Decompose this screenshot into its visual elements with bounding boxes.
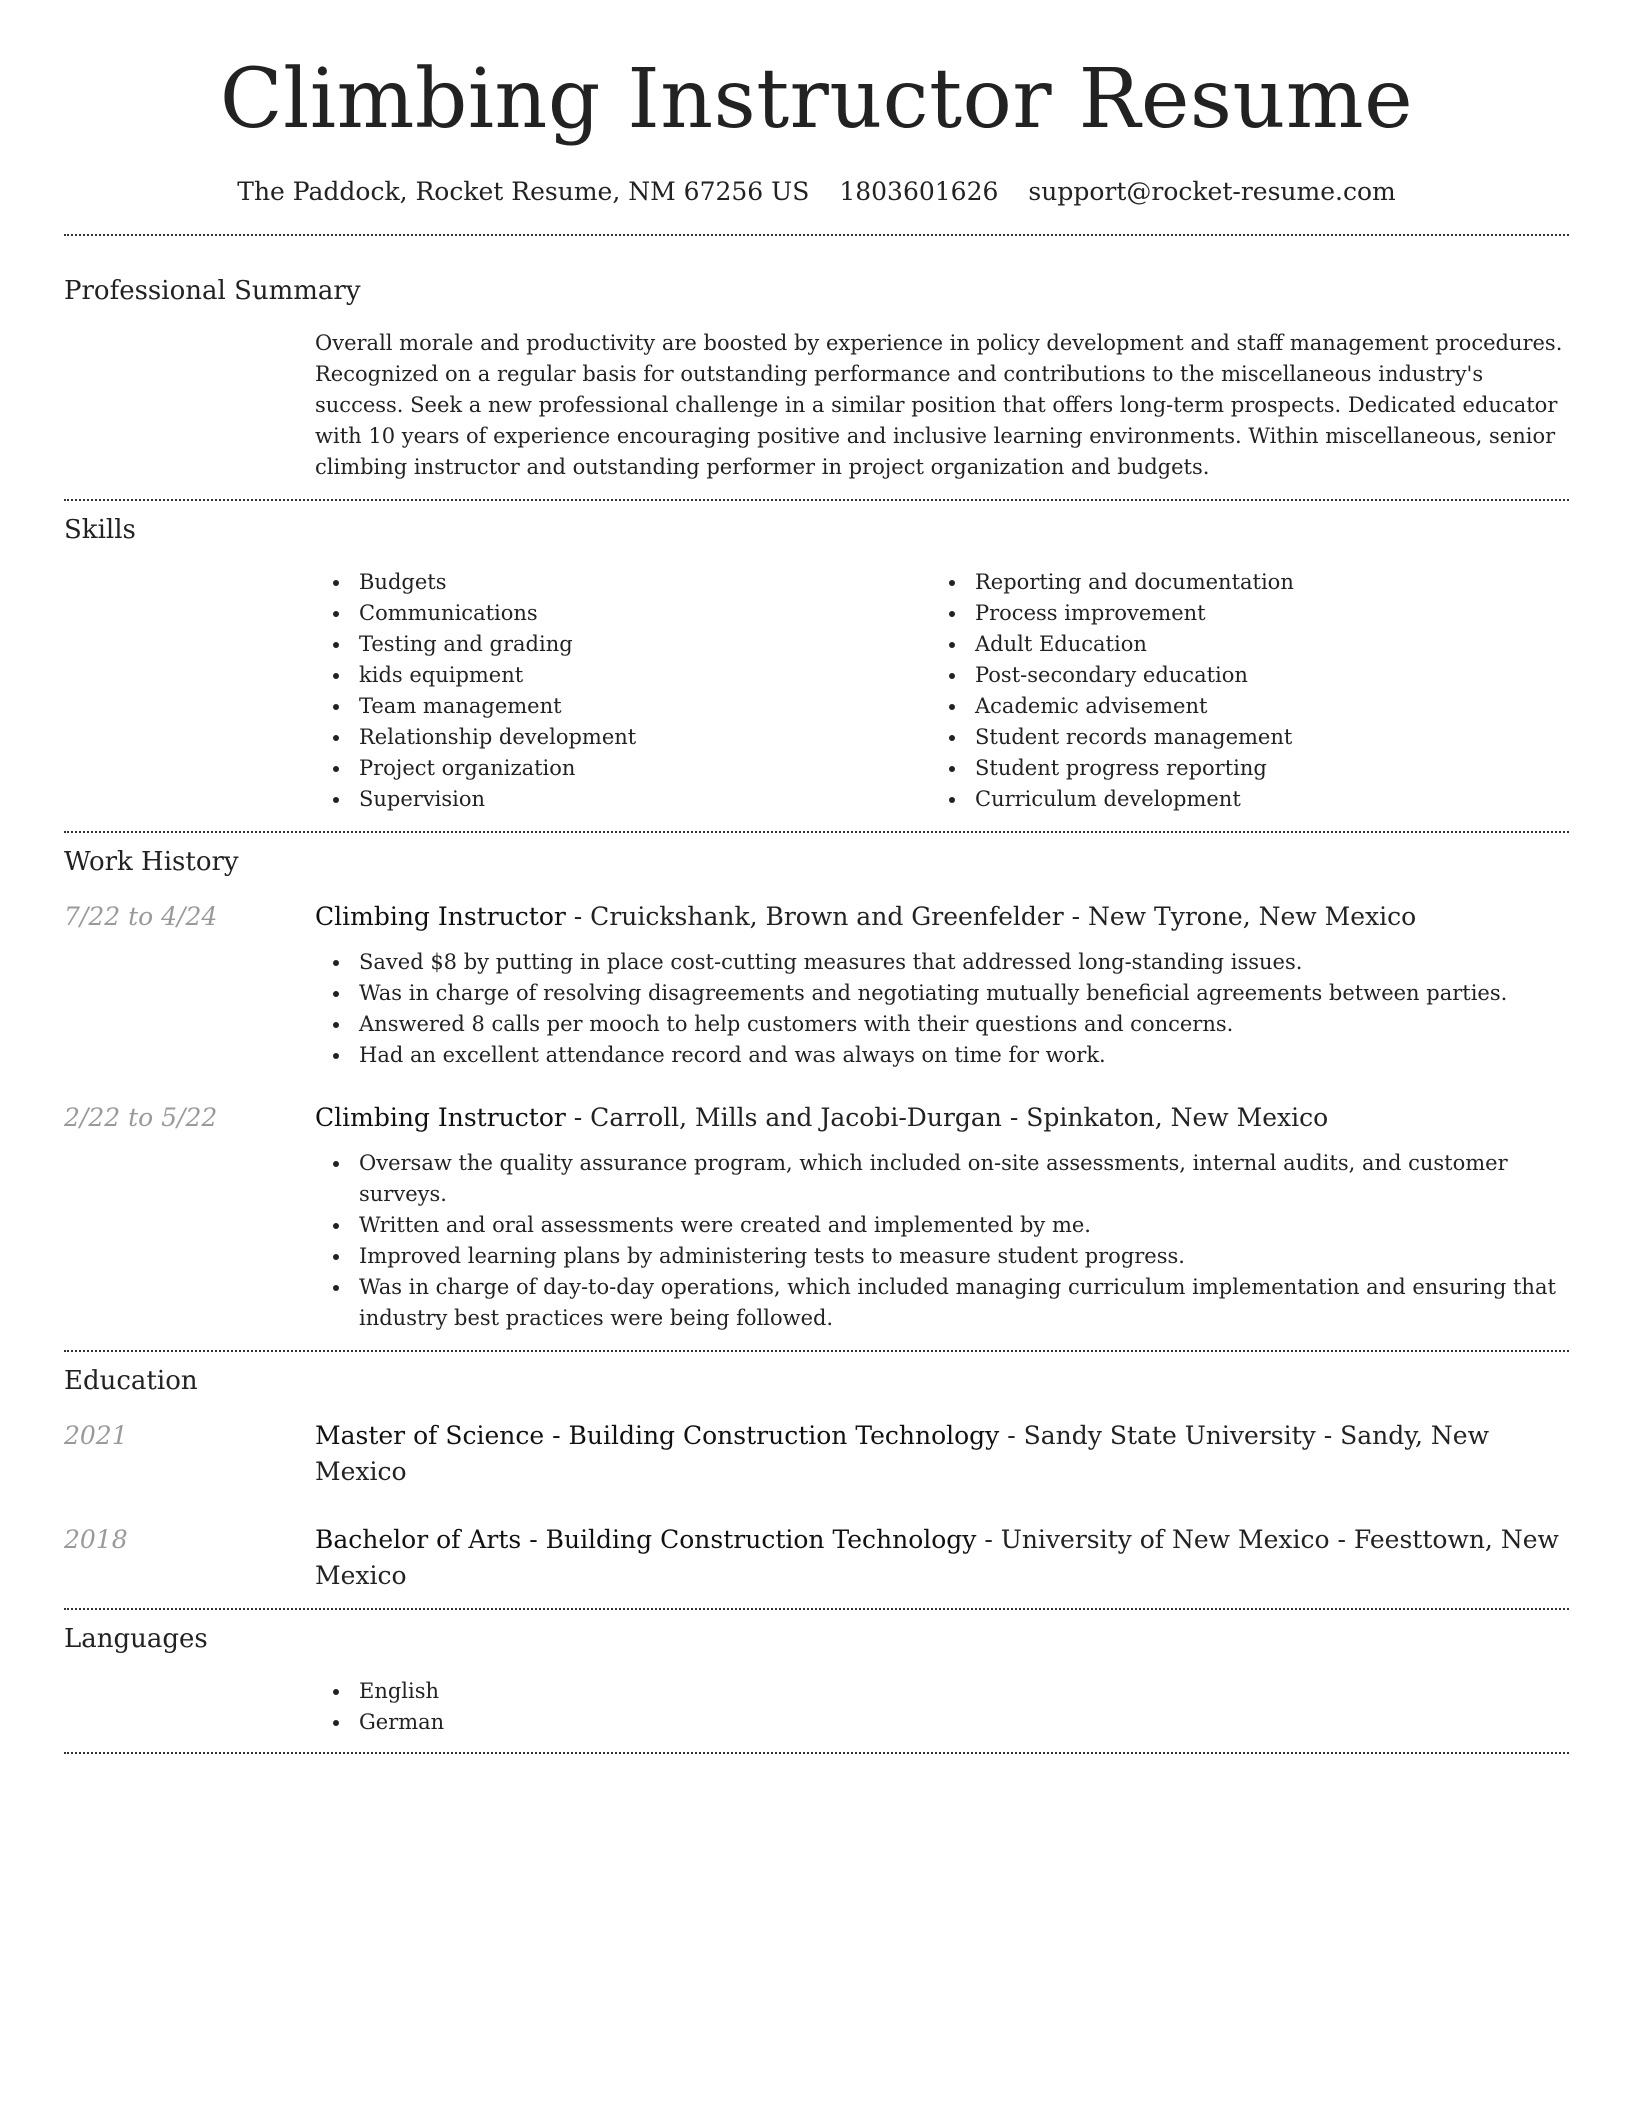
languages-heading: Languages [64,1624,208,1654]
job-bullet: Oversaw the quality assurance program, which included on-site assessments, internal audits, and customer surveys. [359,1148,1569,1210]
section-divider [64,831,1569,833]
skill-item: Testing and grading [359,629,931,660]
skill-item: Budgets [359,567,931,598]
languages-section [64,1622,1569,1738]
education-entry [64,1418,1569,1490]
education-school: - Sandy State University - Sandy, New Mexico [315,1421,1489,1486]
skill-item: kids equipment [359,660,931,691]
resume-page [64,0,1569,1754]
job-bullets [315,1148,1569,1334]
contact-line [64,176,1569,208]
summary-section [64,274,1569,483]
job-bullet: Saved $8 by putting in place cost-cutting measures that addressed long-standing issues. [359,947,1569,978]
work-section [64,845,1569,1334]
skill-item: Curriculum development [975,784,1547,815]
section-divider [64,499,1569,501]
job-bullet: Answered 8 calls per mooch to help customers with their questions and concerns. [359,1009,1569,1040]
education-heading-line [315,1418,1569,1490]
education-year: 2021 [64,1421,128,1450]
education-school: - University of New Mexico - Feesttown, New Mexico [315,1525,1559,1590]
section-divider [64,1350,1569,1352]
job-entry [64,899,1569,1071]
summary-heading: Professional Summary [64,276,361,306]
skill-item: Relationship development [359,722,931,753]
job-dates: 7/22 to 4/24 [64,902,218,931]
language-item: German [359,1707,1569,1738]
skills-list [315,567,1569,815]
education-year: 2018 [64,1525,128,1554]
skill-item: Student progress reporting [975,753,1547,784]
skill-item: Supervision [359,784,931,815]
education-heading-line [315,1522,1569,1594]
education-entry [64,1522,1569,1594]
job-details: - Cruickshank, Brown and Greenfelder - New Tyrone, New Mexico [565,902,1417,931]
skill-item: Project organization [359,753,931,784]
skills-heading: Skills [64,515,136,545]
skill-item: Post-secondary education [975,660,1547,691]
skills-column-right [931,567,1547,815]
education-heading: Education [64,1366,198,1396]
skills-section [64,513,1569,815]
skill-item: Process improvement [975,598,1547,629]
skill-item: Reporting and documentation [975,567,1547,598]
job-title: Climbing Instructor [315,1103,566,1132]
skill-item: Academic advisement [975,691,1547,722]
work-heading: Work History [64,847,239,877]
section-divider [64,1608,1569,1610]
job-bullet: Had an excellent attendance record and was always on time for work. [359,1040,1569,1071]
summary-text: Overall morale and productivity are boosted by experience in policy development and staff management procedures. Recognized on a regular basis for outstanding performance and contributions to the miscellaneous industry's success. Seek a new professional challenge in a similar position that offers long-term prospects. Dedicated educator with 10 years of experience encouraging positive and inclusive learning environments. Within miscellaneous, senior climbing instructor and outstanding performer in project organization and budgets. [315,331,1563,479]
contact-address: The Paddock, Rocket Resume, NM 67256 US [237,177,810,206]
languages-list [315,1676,1569,1738]
skill-item: Team management [359,691,931,722]
language-item: English [359,1676,1569,1707]
job-heading [315,1100,1569,1136]
education-section [64,1364,1569,1594]
skill-item: Adult Education [975,629,1547,660]
education-degree: Master of Science - Building Construction Technology [315,1421,1000,1450]
job-bullet: Improved learning plans by administering tests to measure student progress. [359,1241,1569,1272]
job-bullet: Was in charge of day-to-day operations, which included managing curriculum implementation and ensuring that industry best practices were being followed. [359,1272,1569,1334]
section-divider [64,234,1569,236]
job-bullet: Was in charge of resolving disagreements and negotiating mutually beneficial agreements between parties. [359,978,1569,1009]
contact-email: support@rocket-resume.com [1028,177,1396,206]
contact-phone: 1803601626 [839,177,999,206]
job-entry [64,1100,1569,1334]
job-details: - Carroll, Mills and Jacobi-Durgan - Spinkaton, New Mexico [565,1103,1329,1132]
skill-item: Student records management [975,722,1547,753]
job-title: Climbing Instructor [315,902,566,931]
section-divider [64,1752,1569,1754]
job-bullet: Written and oral assessments were created and implemented by me. [359,1210,1569,1241]
skill-item: Communications [359,598,931,629]
job-dates: 2/22 to 5/22 [64,1103,218,1132]
education-degree: Bachelor of Arts - Building Construction Technology [315,1525,977,1554]
job-bullets [315,947,1569,1071]
resume-title: Climbing Instructor Resume [219,52,1414,147]
skills-column-left [315,567,931,815]
job-heading [315,899,1569,935]
